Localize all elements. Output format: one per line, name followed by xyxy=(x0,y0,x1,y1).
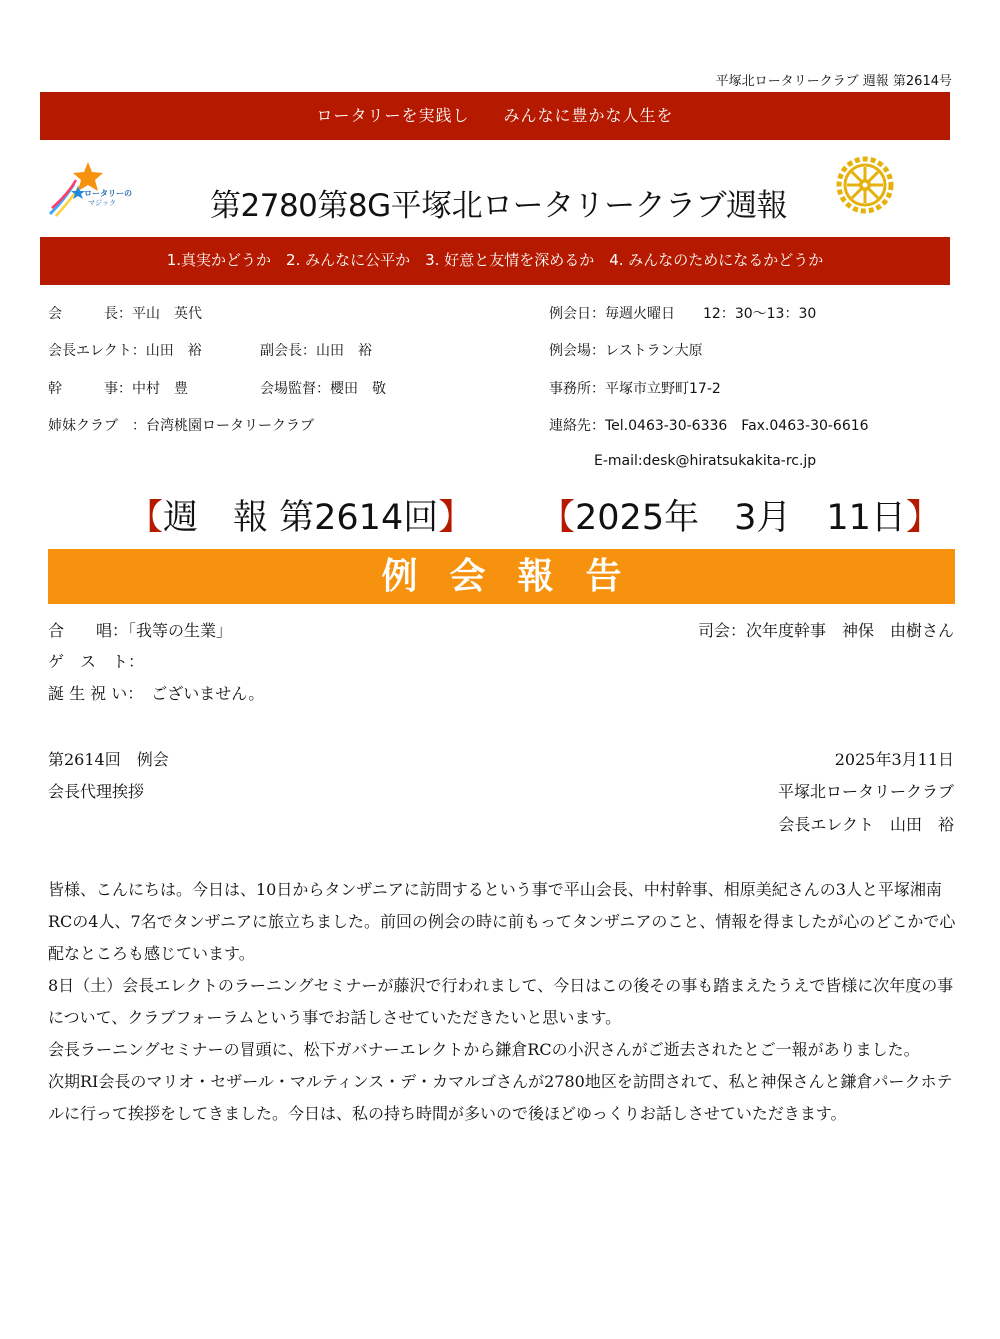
body-paragraph: 皆様、こんにちは。今日は、10日からタンザニアに訪問するという事で平山会長、中村幹事、相原美紀さんの3人と平塚湘南RCの4人、7名でタンザニアに旅立ちました。前回の例会の時に前もってタンザニアのこと、情報を得ましたが心のどこかで心配なところも感じています。 xyxy=(48,880,956,963)
bracket-close: 】 xyxy=(905,498,941,538)
email-link[interactable]: E-mail:desk@hiratsukakita-rc.jp xyxy=(594,453,817,469)
secretary-info: 幹 事：中村 豊 xyxy=(48,381,188,397)
logo-text-line1: ロータリーの xyxy=(84,189,132,198)
body-paragraph: 8日（土）会長エレクトのラーニングセミナーが藤沢で行われまして、今日はこの後その事も踏まえたうえで皆様に次年度の事について、クラブフォーラムという事でお話しさせていただきたいと思います。 xyxy=(48,976,954,1027)
bulletin-title: 第2780第8G平塚北ロータリークラブ週報 xyxy=(210,188,788,224)
birthday-row xyxy=(48,681,264,704)
vice-president-info: 副会長：山田 裕 xyxy=(260,343,372,359)
rotary-magic-logo xyxy=(46,160,146,218)
issue-date-text: 2025年 3月 11日 xyxy=(575,498,906,538)
venue-info: 例会場：レストラン大原 xyxy=(549,343,703,359)
bracket-open: 【 xyxy=(540,498,576,538)
greeting-speaker: 会長エレクト 山田 裕 xyxy=(778,815,954,834)
issue-reference: 平塚北ロータリークラブ 週報 第2614号 xyxy=(715,74,952,89)
slogan-banner: ロータリーを実践し みんなに豊かな人生を xyxy=(40,92,950,140)
office-info: 事務所：平塚市立野町17-2 xyxy=(549,381,721,397)
four-way-test-banner: 1.真実かどうか 2. みんなに公平か 3. 好意と友情を深めるか 4. みんなのためになるかどうか xyxy=(40,237,950,285)
meeting-day-info: 例会日：毎週火曜日 12：30〜13：30 xyxy=(549,306,817,322)
bracket-close: 】 xyxy=(438,498,474,538)
report-heading: 例会報告 xyxy=(48,549,955,604)
issue-number xyxy=(128,490,473,540)
greeting-date: 2025年3月11日 xyxy=(834,750,954,769)
issue-date xyxy=(540,490,941,540)
guest-label: ゲ ス ト： xyxy=(48,652,145,671)
birthday-label: 誕 生 祝 い： xyxy=(48,684,144,703)
issue-number-text: 週 報 第2614回 xyxy=(163,498,439,538)
greeting-club: 平塚北ロータリークラブ xyxy=(777,782,954,801)
bracket-open: 【 xyxy=(128,498,164,538)
sister-club-info: 姉妹クラブ ：台湾桃園ロータリークラブ xyxy=(48,418,314,434)
contact-info: 連絡先：Tel.0463-30-6336 Fax.0463-30-6616 xyxy=(549,418,869,434)
logo-text-line2: マジック xyxy=(88,199,116,207)
rotary-wheel-icon xyxy=(836,156,894,214)
birthday-value: ございません。 xyxy=(151,684,265,703)
body-paragraph: 次期RI会長のマリオ・セザール・マルティンス・デ・カマルゴさんが2780地区を訪問されて、私と神保さんと鎌倉パークホテルに行って挨拶をしてきました。今日は、私の持ち時間が多いので後ほどゆっくりお話しさせていただきます。 xyxy=(48,1072,953,1123)
song-title: 「我等の生業」 xyxy=(128,621,233,640)
body-paragraph: 会長ラーニングセミナーの冒頭に、松下ガバナーエレクトから鎌倉RCの小沢さんがご逝去されたとご一報がありました。 xyxy=(48,1040,920,1059)
president-info: 会 長：平山 英代 xyxy=(48,306,202,322)
greeting-body xyxy=(48,874,956,1130)
greeting-title: 会長代理挨拶 xyxy=(48,782,145,801)
sergeant-info: 会場監督：櫻田 敬 xyxy=(260,381,386,397)
president-elect-info: 会長エレクト：山田 裕 xyxy=(48,343,202,359)
meeting-number: 第2614回 例会 xyxy=(48,750,169,769)
song-row xyxy=(48,618,232,641)
mc-info: 司会：次年度幹事 神保 由樹さん xyxy=(697,621,954,640)
song-label: 合 唱： xyxy=(48,621,129,640)
